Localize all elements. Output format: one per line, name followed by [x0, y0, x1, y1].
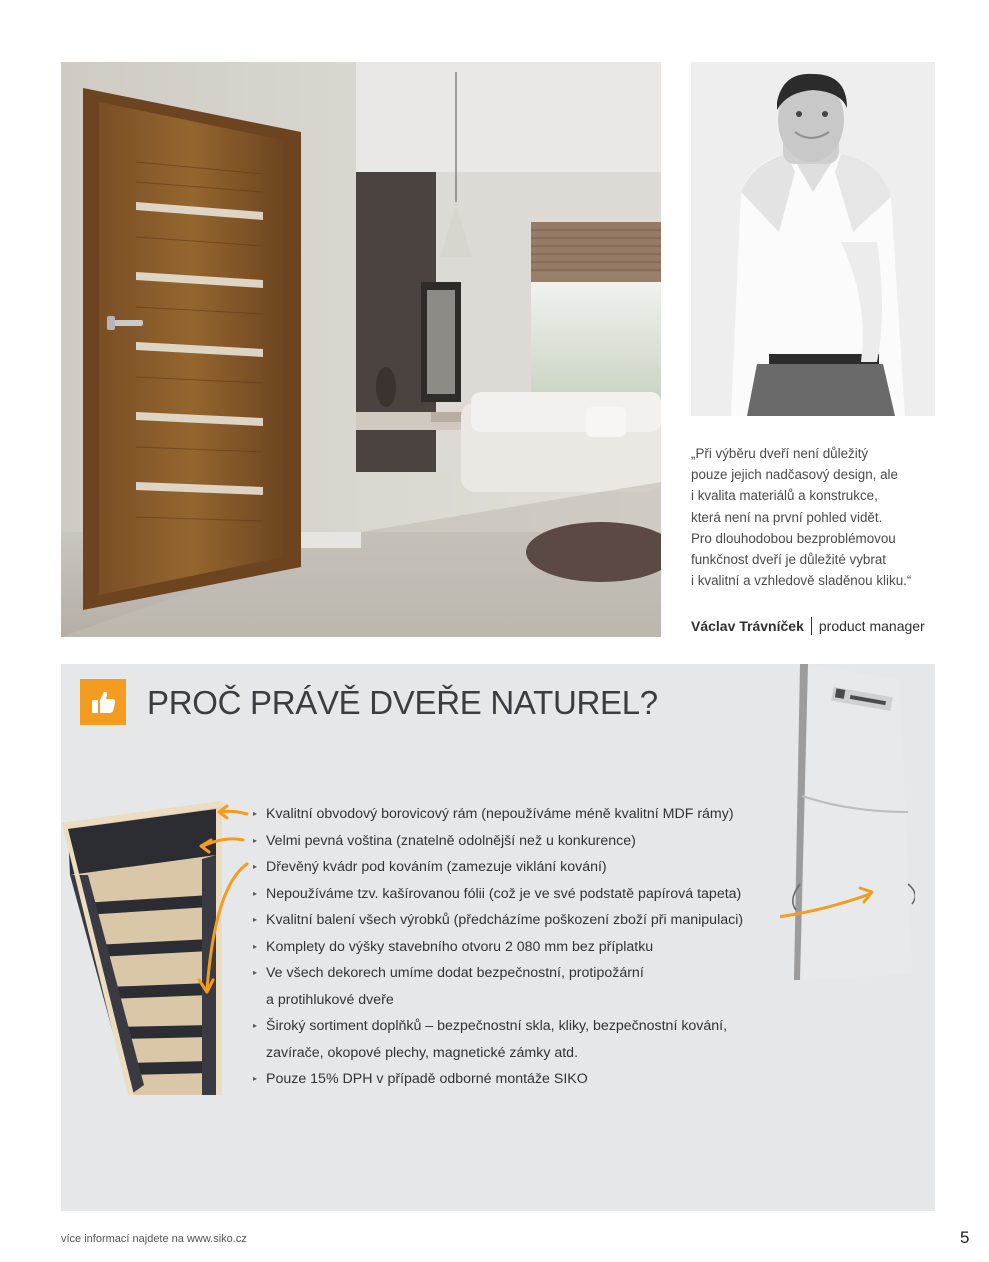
- list-item-continuation: [252, 987, 743, 1014]
- list-item: [252, 907, 743, 934]
- list-item: [252, 854, 743, 881]
- section-title: PROČ PRÁVĚ DVEŘE NATUREL?: [147, 684, 658, 721]
- bullet-icon: ▸: [253, 1074, 258, 1083]
- bullet-icon: ▸: [253, 835, 258, 845]
- quote-line: „Při výběru dveří není důležitý: [691, 446, 869, 461]
- arrows-overlay: [185, 800, 258, 1000]
- quote-line: Pro dlouhodobou bezproblémovou: [691, 530, 896, 546]
- arrow-block: [207, 864, 247, 990]
- bullet-icon: ▸: [253, 968, 258, 977]
- thumbs-up-icon: [89, 688, 117, 716]
- author-role: product manager: [818, 618, 925, 634]
- quote-line: která není na první pohled vidět.: [691, 509, 883, 525]
- quote-line: i kvalita materiálů a konstrukce,: [691, 488, 878, 504]
- feature-text: Pouze 15% DPH v případě odborné montáže SIKO: [266, 1071, 588, 1087]
- page-number: 5: [960, 1228, 970, 1247]
- list-item-continuation: [252, 1040, 743, 1067]
- feature-text: Kvalitní obvodový borovicový rám (nepoužíváme méně kvalitní MDF rámy): [266, 806, 734, 822]
- quote-author: [691, 617, 951, 635]
- feature-text: zavírače, okopové plechy, magnetické zámky atd.: [266, 1044, 579, 1061]
- list-item: [252, 1013, 743, 1040]
- list-item: [252, 934, 743, 961]
- list-item: [252, 828, 743, 855]
- feature-text: Kvalitní balení všech výrobků (předcházíme poškození zboží při manipulaci): [266, 912, 744, 928]
- bullet-icon: ▸: [253, 1021, 258, 1030]
- thumbs-up-badge: [80, 679, 126, 725]
- arrow-frame: [221, 811, 247, 814]
- feature-text: Velmi pevná voština (znatelně odolnější než u konkurence): [266, 832, 636, 849]
- bullet-icon: ▸: [253, 915, 258, 924]
- packed-door-illustration: [780, 662, 915, 982]
- room-photo-door: [61, 62, 661, 637]
- author-divider: [811, 617, 812, 635]
- footer-link-text[interactable]: více informací najdete na www.siko.cz: [61, 1233, 247, 1245]
- feature-text: Komplety do výšky stavebního otvoru 2 080 mm bez příplatku: [266, 938, 654, 955]
- list-item: [252, 881, 743, 908]
- feature-text: Široký sortiment doplňků – bezpečnostní skla, kliky, bezpečnostní kování,: [266, 1018, 728, 1034]
- manager-quote: [691, 443, 941, 591]
- feature-text: Dřevěný kvádr pod kováním (zamezuje viklání kování): [266, 859, 607, 875]
- feature-list: [252, 801, 743, 1093]
- quote-line: funkčnost dveří je důležité vybrat: [691, 552, 887, 568]
- bullet-icon: ▸: [253, 941, 258, 951]
- bullet-icon: ▸: [253, 862, 258, 871]
- list-item: [252, 801, 743, 828]
- feature-text: Nepoužíváme tzv. kašírovanou fólii (což je ve své podstatě papírová tapeta): [266, 885, 742, 902]
- bullet-icon: ▸: [253, 809, 258, 818]
- feature-text: a protihlukové dveře: [266, 991, 394, 1008]
- bullet-icon: ▸: [253, 888, 258, 898]
- quote-line: i kvalitní a vzhledově sladěnou kliku.“: [691, 573, 912, 589]
- list-item: [252, 1066, 743, 1093]
- quote-line: pouze jejich nadčasový design, ale: [691, 467, 898, 483]
- portrait-photo: [691, 62, 935, 416]
- list-item: [252, 960, 743, 987]
- feature-text: Ve všech dekorech umíme dodat bezpečnostní, protipožární: [266, 965, 644, 981]
- author-name: Václav Trávníček: [691, 618, 804, 634]
